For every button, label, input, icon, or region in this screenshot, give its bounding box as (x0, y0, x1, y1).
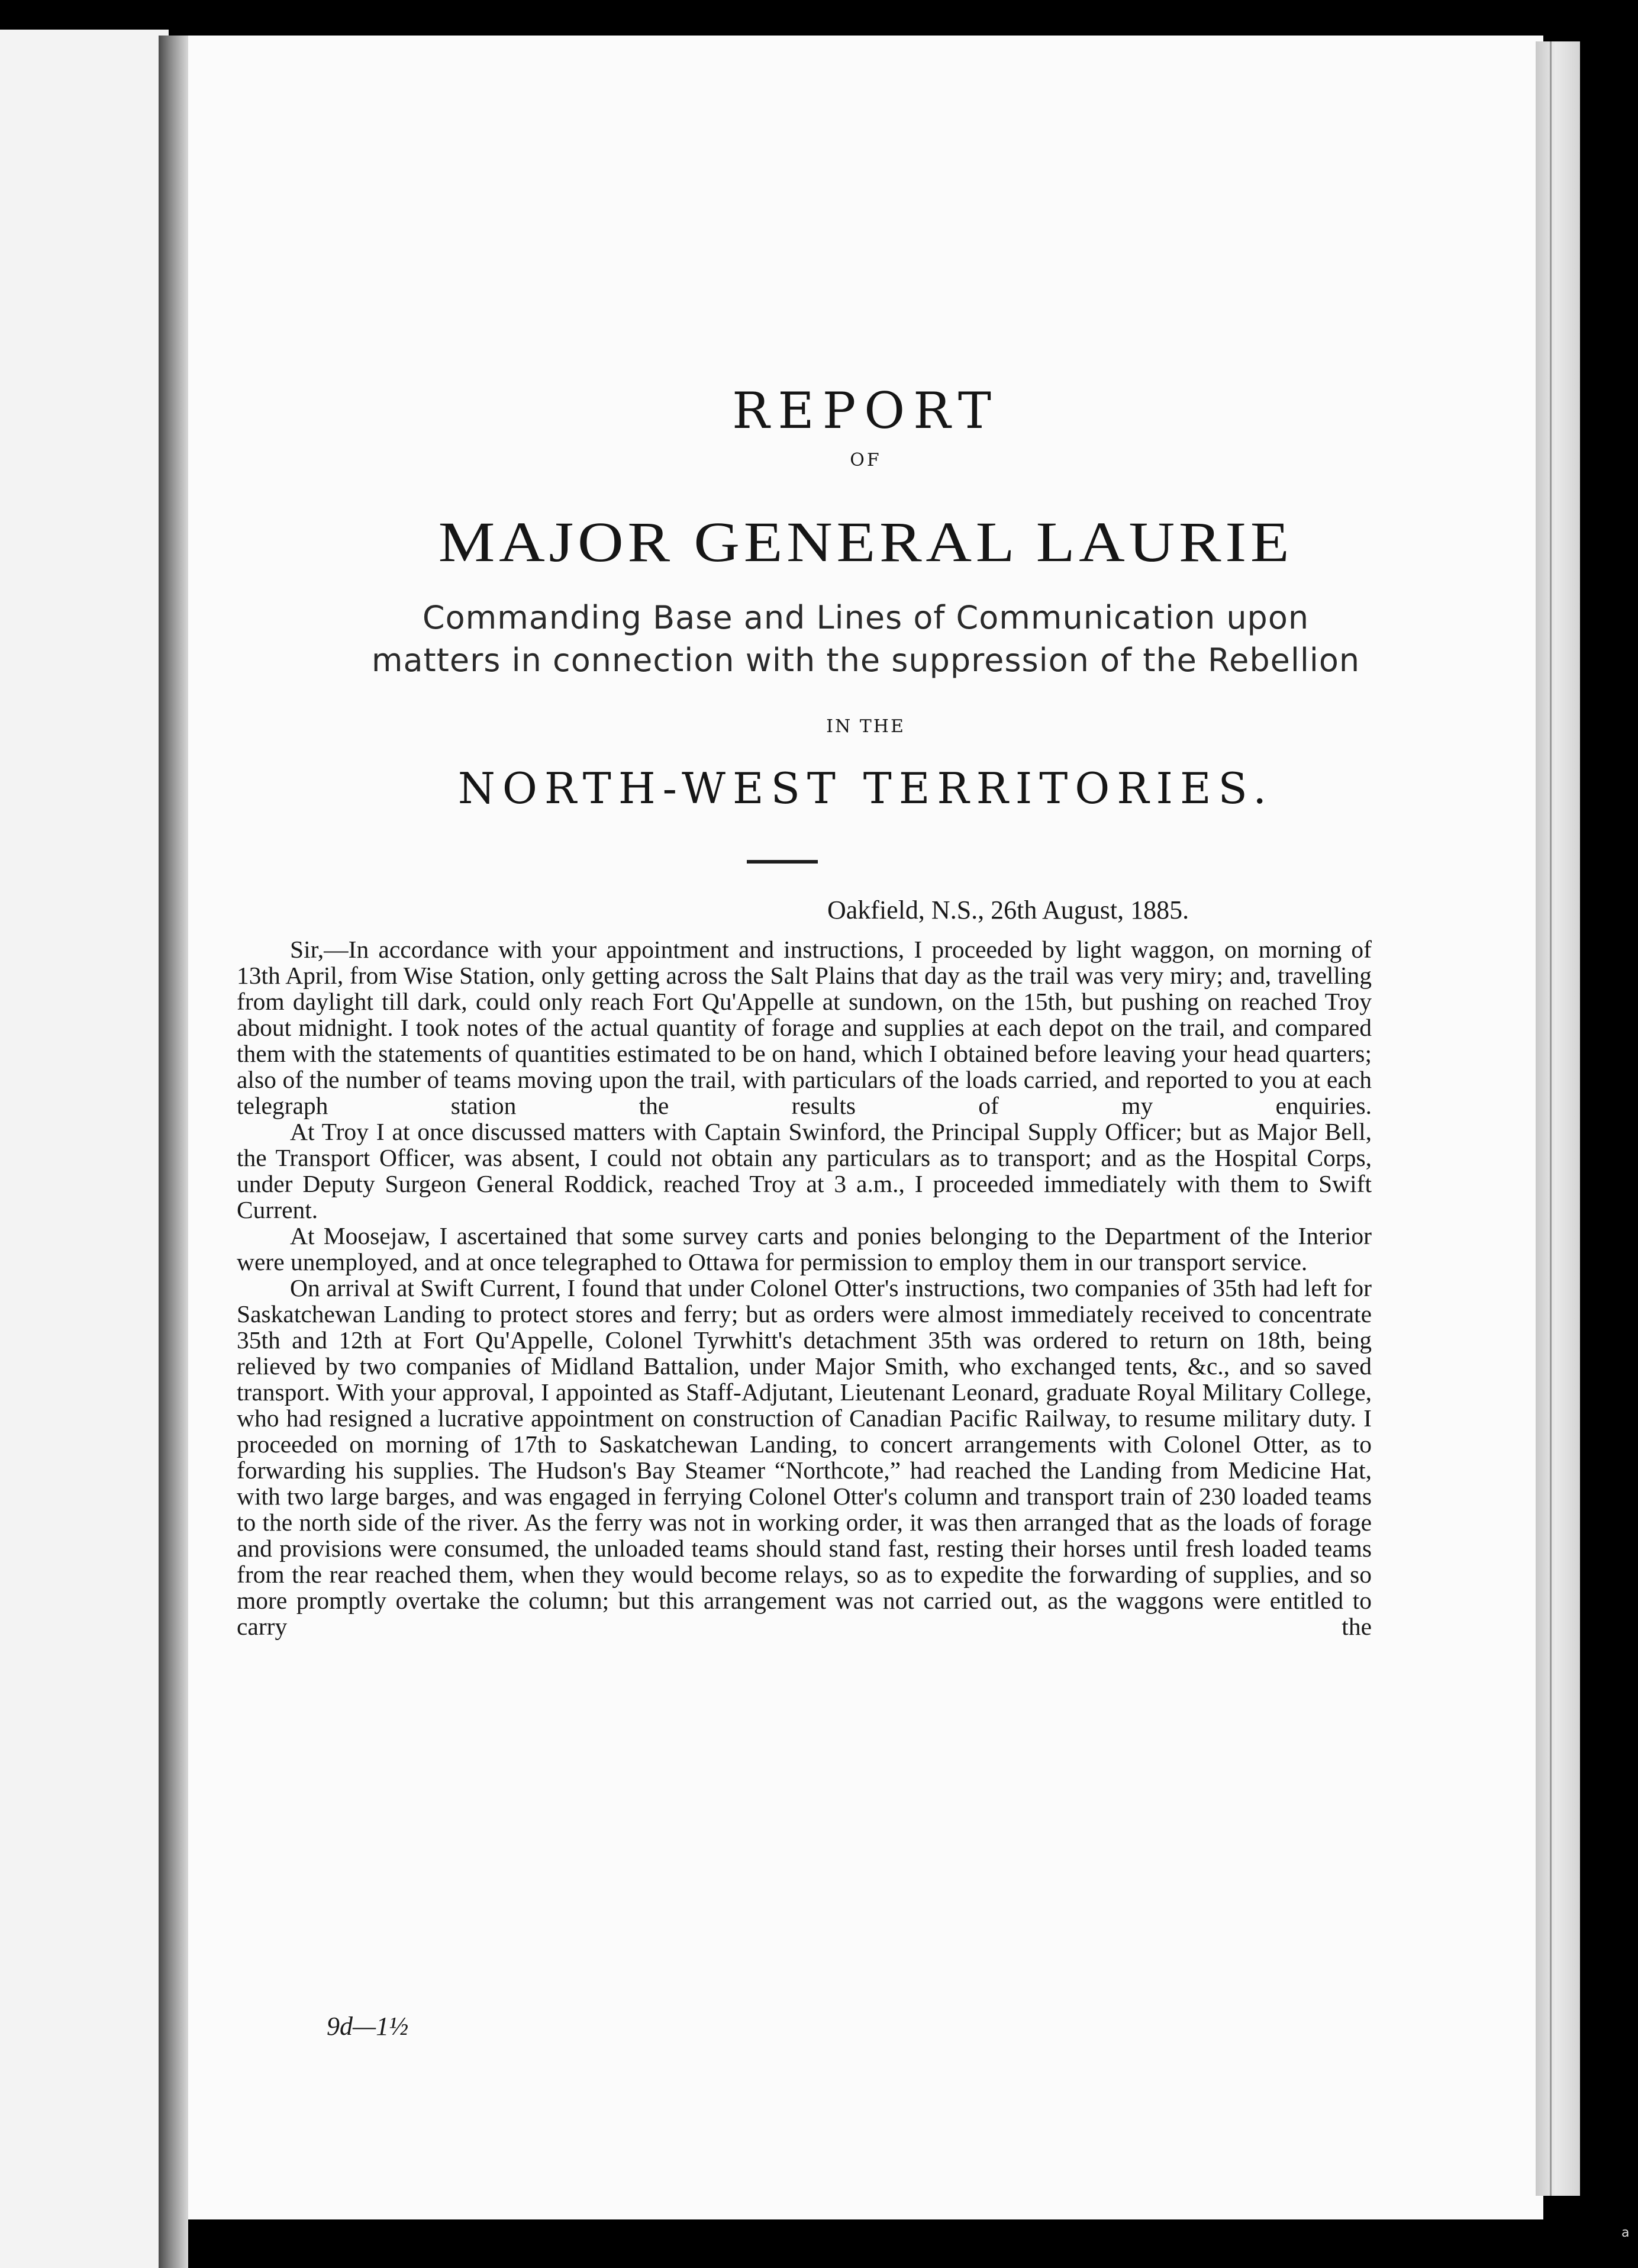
scan-corner-mark: a (1621, 2225, 1630, 2240)
dateline: Oakfield, N.S., 26th August, 1885. (827, 895, 1189, 924)
report-subtitle (188, 597, 1543, 682)
paragraph-1: Sir,—In accordance with your appointment and instructions, I proceeded by light waggon, on morning of 13th April, from Wise Station, only getting across the Salt Plains that day as the trail was very miry; and, travelling from daylight till dark, could only reach Fort Qu'Appelle at sundown, on the 15th, but pushing on reached Troy about midnight. I took notes of the actual quantity of forage and supplies at each depot on the trail, and compared them with the statements of quantities estimated to be on hand, which I obtained before leaving your head quarters; also of the number of teams moving upon the trail, with particulars of the loads carried, and reported to you at each telegraph station the results of my enquiries. (237, 936, 1372, 1119)
page-stack-edge (1536, 41, 1580, 2196)
binding-gutter (159, 36, 188, 2268)
paragraph-3: At Moosejaw, I ascertained that some survey carts and ponies belonging to the Department of the Interior were unemployed, and at once telegraphed to Ottawa for permission to employ them in our transport service. (237, 1222, 1372, 1275)
title-of: OF (850, 450, 882, 471)
title-in-the: IN THE (826, 716, 905, 737)
folio-signature: 9d—1½ (327, 2012, 409, 2041)
title-territories: NORTH-WEST TERRITORIES. (457, 763, 1274, 813)
paragraph-4: On arrival at Swift Current, I found that under Colonel Otter's instructions, two companies of 35th had left for Saskatchewan Landing to protect stores and ferry; but as orders were almost immediately received to concentrate 35th and 12th at Fort Qu'Appelle, Colonel Tyrwhitt's detachment 35th was ordered to return on 18th, being relieved by two companies of Midland Battalion, under Major Smith, who exchanged tents, &c., and so saved transport. With your approval, I appointed as Staff-Adjutant, Lieutenant Leonard, graduate Royal Military College, who had resigned a lucrative appointment on construction of Canadian Pacific Railway, to resume military duty. I proceeded on morning of 17th to Saskatchewan Landing, to concert arrangements with Colonel Otter, as to forwarding his supplies. The Hudson's Bay Steamer “Northcote,” had reached the Landing from Medicine Hat, with two large barges, and was engaged in ferrying Colonel Otter's column and transport train of 230 loaded teams to the north side of the river. As the ferry was not in working order, it was then arranged that as the loads of forage and provisions were consumed, the unloaded teams should stand fast, resting their horses until fresh loaded teams from the rear reached them, when they would become relays, so as to expedite the forwarding of supplies, and so more promptly overtake the column; but this arrangement was not carried out, as the waggons were entitled to carry the (237, 1274, 1372, 1640)
report-body (237, 936, 1372, 1639)
report-author-title: MAJOR GENERAL LAURIE (438, 510, 1294, 574)
adjacent-page-edge (0, 30, 169, 2268)
report-title: REPORT (732, 382, 999, 440)
section-rule (747, 860, 818, 864)
paragraph-2: At Troy I at once discussed matters with Captain Swinford, the Principal Supply Officer; but as Major Bell, the Transport Officer, was absent, I could not obtain any particulars as to transport; and as the Hospital Corps, under Deputy Surgeon General Roddick, reached Troy at 3 a.m., I proceeded immediately with them to Swift Current. (237, 1118, 1372, 1223)
subtitle-line-2: matters in connection with the suppression of the Rebellion (371, 642, 1360, 679)
subtitle-line-1: Commanding Base and Lines of Communication upon (422, 599, 1310, 636)
